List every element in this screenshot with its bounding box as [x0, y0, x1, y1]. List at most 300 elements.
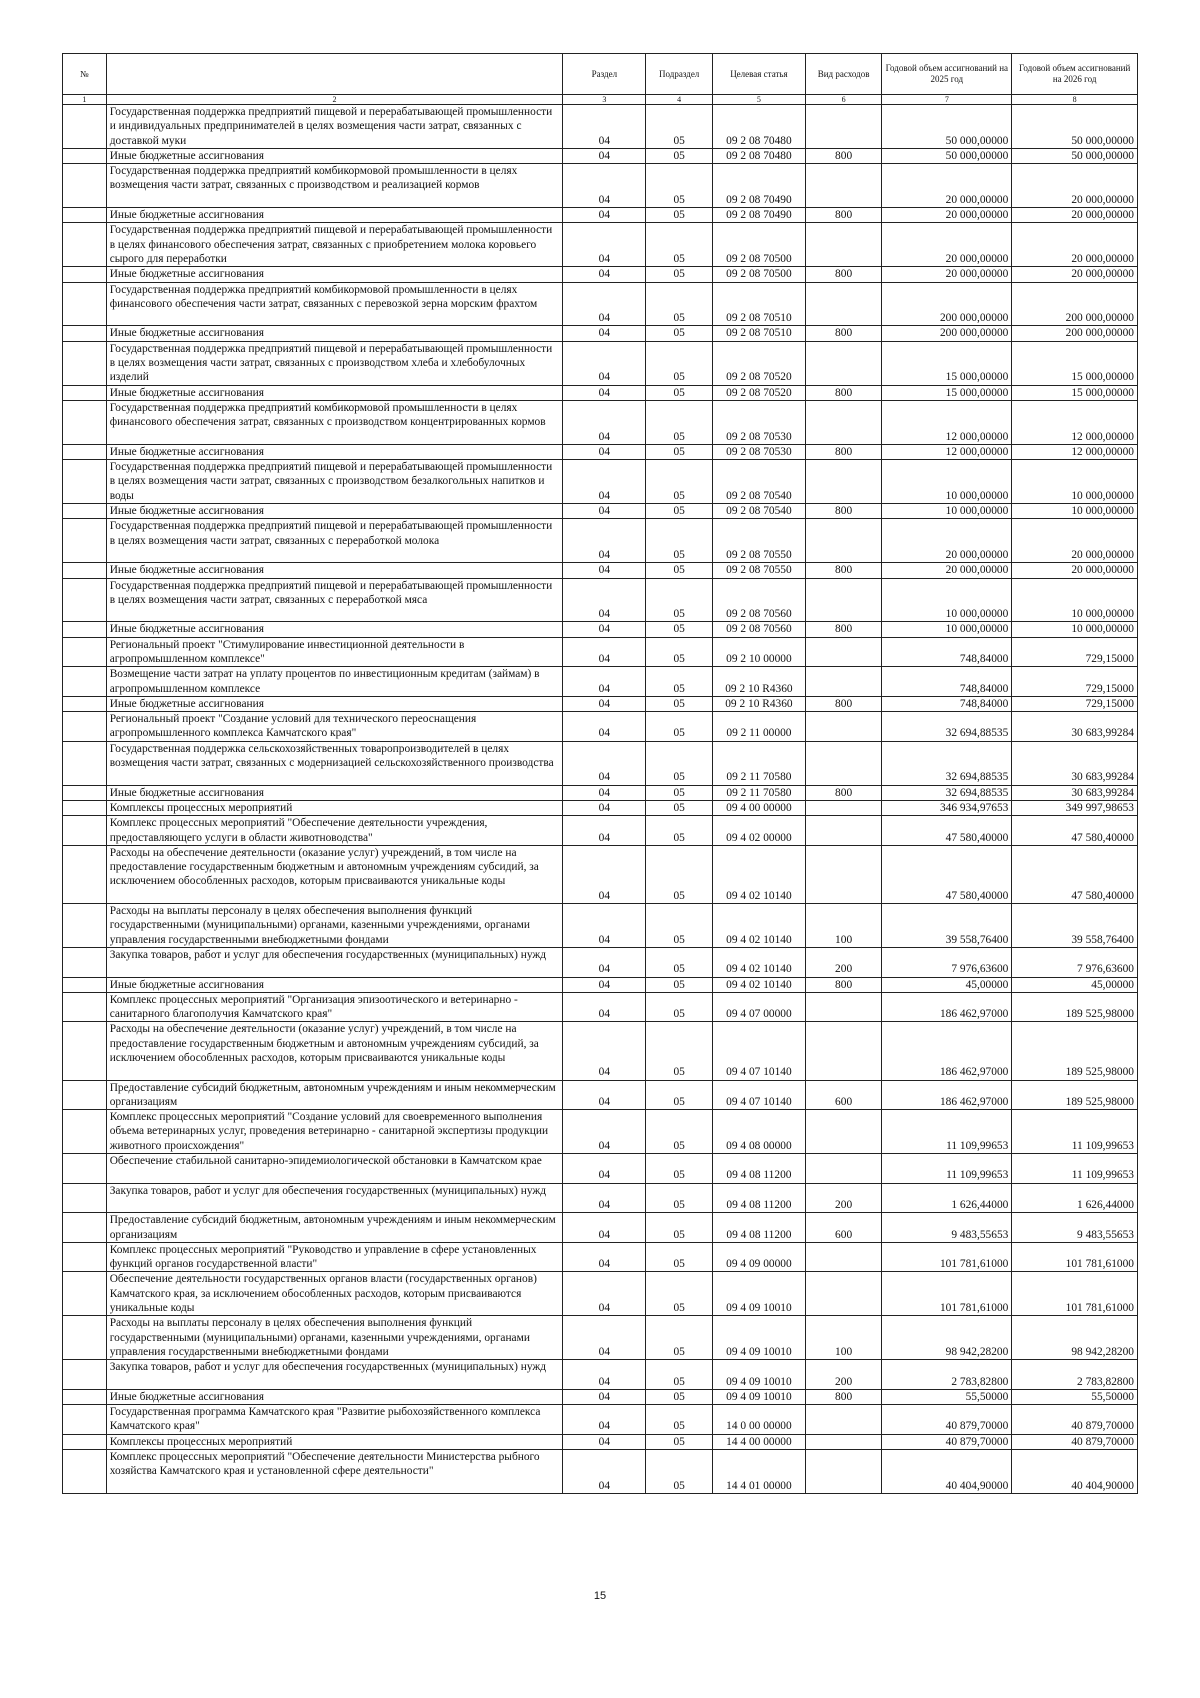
row-vid-cell: 800 — [805, 977, 881, 992]
row-name-cell: Государственная поддержка предприятий пищевой и перерабатывающей промышленности в целях возмещения части затрат, связанных с производством хлеба и хлебобулочных изделий — [106, 341, 563, 385]
column-number: 7 — [882, 95, 1012, 105]
row-num-cell — [63, 992, 107, 1022]
row-amount-2026-cell: 40 879,70000 — [1012, 1434, 1138, 1449]
row-amount-2025-cell: 40 879,70000 — [882, 1405, 1012, 1435]
row-razdel-cell: 04 — [563, 785, 646, 800]
row-razdel-cell: 04 — [563, 696, 646, 711]
row-amount-2025-cell: 101 781,61000 — [882, 1272, 1012, 1316]
row-num-cell — [63, 845, 107, 903]
row-num-cell — [63, 400, 107, 444]
table-body — [63, 105, 1138, 1494]
row-target-cell: 09 2 08 70560 — [713, 622, 806, 637]
row-vid-cell — [805, 1022, 881, 1080]
row-name-cell: Иные бюджетные ассигнования — [106, 1389, 563, 1404]
table-row — [63, 1450, 1138, 1494]
row-razdel-cell: 04 — [563, 578, 646, 622]
row-razdel-cell: 04 — [563, 1360, 646, 1390]
row-target-cell: 09 4 09 10010 — [713, 1389, 806, 1404]
row-name-cell: Иные бюджетные ассигнования — [106, 385, 563, 400]
row-target-cell: 09 2 08 70480 — [713, 105, 806, 149]
row-name-cell: Расходы на обеспечение деятельности (оказание услуг) учреждений, в том числе на предоставление государственным бюджетным и автономным учреждениям субсидий, за исключением обособленных расходов, которым присваиваются уникальные коды — [106, 1022, 563, 1080]
row-name-cell: Иные бюджетные ассигнования — [106, 696, 563, 711]
row-podrazdel-cell: 05 — [646, 341, 713, 385]
row-razdel-cell: 04 — [563, 637, 646, 667]
table-row — [63, 267, 1138, 282]
row-podrazdel-cell: 05 — [646, 148, 713, 163]
row-amount-2026-cell: 101 781,61000 — [1012, 1242, 1138, 1272]
row-amount-2025-cell: 15 000,00000 — [882, 341, 1012, 385]
table-row — [63, 947, 1138, 977]
row-podrazdel-cell: 05 — [646, 1389, 713, 1404]
row-amount-2025-cell: 101 781,61000 — [882, 1242, 1012, 1272]
row-name-cell: Закупка товаров, работ и услуг для обеспечения государственных (муниципальных) нужд — [106, 1360, 563, 1390]
row-target-cell: 09 2 10 R4360 — [713, 667, 806, 697]
row-podrazdel-cell: 05 — [646, 223, 713, 267]
row-name-cell: Расходы на обеспечение деятельности (оказание услуг) учреждений, в том числе на предоставление государственным бюджетным и автономным учреждениям субсидий, за исключением обособленных расходов, которым присваиваются уникальные коды — [106, 845, 563, 903]
row-num-cell — [63, 208, 107, 223]
row-vid-cell — [805, 845, 881, 903]
row-num-cell — [63, 667, 107, 697]
row-name-cell: Иные бюджетные ассигнования — [106, 785, 563, 800]
row-target-cell: 09 4 08 11200 — [713, 1154, 806, 1184]
row-podrazdel-cell: 05 — [646, 800, 713, 815]
row-amount-2025-cell: 748,84000 — [882, 667, 1012, 697]
table-row — [63, 1110, 1138, 1154]
row-razdel-cell: 04 — [563, 223, 646, 267]
row-razdel-cell: 04 — [563, 385, 646, 400]
row-razdel-cell: 04 — [563, 563, 646, 578]
row-amount-2025-cell: 20 000,00000 — [882, 519, 1012, 563]
row-amount-2025-cell: 10 000,00000 — [882, 622, 1012, 637]
row-amount-2026-cell: 30 683,99284 — [1012, 741, 1138, 785]
table-row — [63, 904, 1138, 948]
row-num-cell — [63, 1110, 107, 1154]
row-name-cell: Иные бюджетные ассигнования — [106, 977, 563, 992]
row-podrazdel-cell: 05 — [646, 1434, 713, 1449]
row-amount-2026-cell: 15 000,00000 — [1012, 341, 1138, 385]
row-amount-2026-cell: 39 558,76400 — [1012, 904, 1138, 948]
row-target-cell: 09 4 09 00000 — [713, 1242, 806, 1272]
row-amount-2025-cell: 32 694,88535 — [882, 741, 1012, 785]
row-amount-2025-cell: 10 000,00000 — [882, 504, 1012, 519]
row-target-cell: 09 2 08 70520 — [713, 341, 806, 385]
row-target-cell: 09 4 09 10010 — [713, 1316, 806, 1360]
row-razdel-cell: 04 — [563, 816, 646, 846]
row-target-cell: 09 2 08 70480 — [713, 148, 806, 163]
row-num-cell — [63, 1360, 107, 1390]
row-razdel-cell: 04 — [563, 400, 646, 444]
row-amount-2026-cell: 11 109,99653 — [1012, 1154, 1138, 1184]
header-vid: Вид расходов — [805, 54, 881, 95]
row-name-cell: Государственная поддержка предприятий пищевой и перерабатывающей промышленности и индивидуальных предпринимателей в целях возмещения части затрат, связанных с доставкой муки — [106, 105, 563, 149]
row-num-cell — [63, 904, 107, 948]
table-row — [63, 326, 1138, 341]
row-podrazdel-cell: 05 — [646, 1450, 713, 1494]
row-num-cell — [63, 105, 107, 149]
table-row — [63, 1242, 1138, 1272]
row-num-cell — [63, 1316, 107, 1360]
row-name-cell: Иные бюджетные ассигнования — [106, 563, 563, 578]
row-num-cell — [63, 712, 107, 742]
row-target-cell: 09 4 02 10140 — [713, 904, 806, 948]
table-row — [63, 400, 1138, 444]
table-row — [63, 1022, 1138, 1080]
row-vid-cell — [805, 164, 881, 208]
row-podrazdel-cell: 05 — [646, 1405, 713, 1435]
row-podrazdel-cell: 05 — [646, 282, 713, 326]
row-num-cell — [63, 800, 107, 815]
row-amount-2026-cell: 2 783,82800 — [1012, 1360, 1138, 1390]
row-vid-cell: 100 — [805, 904, 881, 948]
row-num-cell — [63, 341, 107, 385]
row-num-cell — [63, 385, 107, 400]
row-amount-2026-cell: 50 000,00000 — [1012, 105, 1138, 149]
row-vid-cell: 800 — [805, 785, 881, 800]
row-num-cell — [63, 1272, 107, 1316]
row-podrazdel-cell: 05 — [646, 1110, 713, 1154]
row-podrazdel-cell: 05 — [646, 816, 713, 846]
row-target-cell: 09 2 08 70490 — [713, 164, 806, 208]
row-razdel-cell: 04 — [563, 1213, 646, 1243]
table-row — [63, 1360, 1138, 1390]
row-target-cell: 09 2 11 70580 — [713, 785, 806, 800]
table-row — [63, 1272, 1138, 1316]
row-target-cell: 09 2 08 70560 — [713, 578, 806, 622]
row-name-cell: Государственная поддержка сельскохозяйственных товаропроизводителей в целях возмещения части затрат, связанных с модернизацией сельскохозяйственного производства — [106, 741, 563, 785]
row-razdel-cell: 04 — [563, 326, 646, 341]
row-num-cell — [63, 578, 107, 622]
row-podrazdel-cell: 05 — [646, 741, 713, 785]
row-amount-2026-cell: 20 000,00000 — [1012, 208, 1138, 223]
row-razdel-cell: 04 — [563, 977, 646, 992]
row-podrazdel-cell: 05 — [646, 400, 713, 444]
row-vid-cell — [805, 1154, 881, 1184]
row-razdel-cell: 04 — [563, 164, 646, 208]
row-amount-2026-cell: 12 000,00000 — [1012, 400, 1138, 444]
row-vid-cell: 800 — [805, 696, 881, 711]
row-target-cell: 09 2 08 70550 — [713, 519, 806, 563]
row-podrazdel-cell: 05 — [646, 712, 713, 742]
row-target-cell: 14 0 00 00000 — [713, 1405, 806, 1435]
header-row — [63, 54, 1138, 95]
row-num-cell — [63, 1405, 107, 1435]
row-podrazdel-cell: 05 — [646, 267, 713, 282]
row-target-cell: 09 4 02 10140 — [713, 977, 806, 992]
row-podrazdel-cell: 05 — [646, 1360, 713, 1390]
row-amount-2025-cell: 20 000,00000 — [882, 563, 1012, 578]
row-amount-2025-cell: 10 000,00000 — [882, 460, 1012, 504]
row-vid-cell: 800 — [805, 385, 881, 400]
row-vid-cell: 100 — [805, 1316, 881, 1360]
row-vid-cell: 600 — [805, 1080, 881, 1110]
row-amount-2025-cell: 32 694,88535 — [882, 785, 1012, 800]
row-amount-2026-cell: 20 000,00000 — [1012, 223, 1138, 267]
row-amount-2026-cell: 47 580,40000 — [1012, 845, 1138, 903]
row-num-cell — [63, 1154, 107, 1184]
row-amount-2026-cell: 20 000,00000 — [1012, 519, 1138, 563]
row-name-cell: Расходы на выплаты персоналу в целях обеспечения выполнения функций государственными (муниципальными) органами, казенными учреждениями, органами управления государственными внебюджетными фондами — [106, 1316, 563, 1360]
row-razdel-cell: 04 — [563, 622, 646, 637]
row-vid-cell — [805, 400, 881, 444]
row-vid-cell: 800 — [805, 267, 881, 282]
row-vid-cell: 800 — [805, 208, 881, 223]
row-target-cell: 09 4 02 10140 — [713, 947, 806, 977]
table-row — [63, 164, 1138, 208]
row-vid-cell — [805, 223, 881, 267]
row-vid-cell: 200 — [805, 1360, 881, 1390]
column-number: 8 — [1012, 95, 1138, 105]
row-amount-2026-cell: 189 525,98000 — [1012, 992, 1138, 1022]
row-num-cell — [63, 696, 107, 711]
row-podrazdel-cell: 05 — [646, 105, 713, 149]
row-name-cell: Иные бюджетные ассигнования — [106, 504, 563, 519]
column-number: 4 — [646, 95, 713, 105]
row-razdel-cell: 04 — [563, 1389, 646, 1404]
row-vid-cell — [805, 519, 881, 563]
row-num-cell — [63, 1242, 107, 1272]
row-vid-cell — [805, 667, 881, 697]
row-amount-2026-cell: 45,00000 — [1012, 977, 1138, 992]
row-vid-cell — [805, 1110, 881, 1154]
header-target: Целевая статья — [713, 54, 806, 95]
row-amount-2025-cell: 15 000,00000 — [882, 385, 1012, 400]
row-razdel-cell: 04 — [563, 1022, 646, 1080]
row-vid-cell: 200 — [805, 947, 881, 977]
table-row — [63, 563, 1138, 578]
row-amount-2026-cell: 1 626,44000 — [1012, 1183, 1138, 1213]
row-razdel-cell: 04 — [563, 845, 646, 903]
row-target-cell: 09 4 09 10010 — [713, 1360, 806, 1390]
row-name-cell: Комплекс процессных мероприятий "Создание условий для своевременного выполнения объема ветеринарных услуг, проведения ветеринарно - санитарной экспертизы продукции животного происхождения" — [106, 1110, 563, 1154]
row-amount-2025-cell: 47 580,40000 — [882, 845, 1012, 903]
row-amount-2026-cell: 101 781,61000 — [1012, 1272, 1138, 1316]
row-podrazdel-cell: 05 — [646, 845, 713, 903]
row-razdel-cell: 04 — [563, 519, 646, 563]
column-number: 6 — [805, 95, 881, 105]
row-target-cell: 09 4 07 10140 — [713, 1022, 806, 1080]
row-razdel-cell: 04 — [563, 1434, 646, 1449]
row-name-cell: Комплекс процессных мероприятий "Обеспечение деятельности Министерства рыбного хозяйства Камчатского края и установленной сфере деятельности" — [106, 1450, 563, 1494]
row-razdel-cell: 04 — [563, 741, 646, 785]
row-num-cell — [63, 1022, 107, 1080]
row-amount-2025-cell: 346 934,97653 — [882, 800, 1012, 815]
row-name-cell: Иные бюджетные ассигнования — [106, 622, 563, 637]
row-razdel-cell: 04 — [563, 444, 646, 459]
row-podrazdel-cell: 05 — [646, 385, 713, 400]
row-amount-2025-cell: 748,84000 — [882, 696, 1012, 711]
row-amount-2025-cell: 11 109,99653 — [882, 1154, 1012, 1184]
row-name-cell: Предоставление субсидий бюджетным, автономным учреждениям и иным некоммерческим организациям — [106, 1213, 563, 1243]
row-amount-2026-cell: 50 000,00000 — [1012, 148, 1138, 163]
row-target-cell: 09 4 00 00000 — [713, 800, 806, 815]
row-target-cell: 09 2 08 70520 — [713, 385, 806, 400]
row-name-cell: Комплексы процессных мероприятий — [106, 1434, 563, 1449]
row-podrazdel-cell: 05 — [646, 696, 713, 711]
table-row — [63, 208, 1138, 223]
row-target-cell: 09 2 10 00000 — [713, 637, 806, 667]
row-vid-cell — [805, 105, 881, 149]
row-num-cell — [63, 444, 107, 459]
row-num-cell — [63, 504, 107, 519]
row-target-cell: 09 2 10 R4360 — [713, 696, 806, 711]
row-num-cell — [63, 223, 107, 267]
row-razdel-cell: 04 — [563, 1080, 646, 1110]
table-row — [63, 816, 1138, 846]
row-razdel-cell: 04 — [563, 1316, 646, 1360]
column-number: 1 — [63, 95, 107, 105]
row-podrazdel-cell: 05 — [646, 904, 713, 948]
table-row — [63, 667, 1138, 697]
row-amount-2025-cell: 40 879,70000 — [882, 1434, 1012, 1449]
row-name-cell: Государственная поддержка предприятий комбикормовой промышленности в целях финансового обеспечения части затрат, связанных с перевозкой зерна морским фрахтом — [106, 282, 563, 326]
row-podrazdel-cell: 05 — [646, 785, 713, 800]
row-num-cell — [63, 1450, 107, 1494]
row-vid-cell — [805, 282, 881, 326]
row-vid-cell — [805, 741, 881, 785]
table-row — [63, 1183, 1138, 1213]
table-row — [63, 696, 1138, 711]
row-razdel-cell: 04 — [563, 148, 646, 163]
row-podrazdel-cell: 05 — [646, 208, 713, 223]
row-podrazdel-cell: 05 — [646, 326, 713, 341]
row-num-cell — [63, 816, 107, 846]
row-amount-2026-cell: 200 000,00000 — [1012, 326, 1138, 341]
row-vid-cell: 800 — [805, 563, 881, 578]
row-target-cell: 09 2 11 70580 — [713, 741, 806, 785]
row-num-cell — [63, 563, 107, 578]
row-amount-2026-cell: 47 580,40000 — [1012, 816, 1138, 846]
row-num-cell — [63, 1213, 107, 1243]
row-razdel-cell: 04 — [563, 208, 646, 223]
row-amount-2026-cell: 9 483,55653 — [1012, 1213, 1138, 1243]
row-name-cell: Расходы на выплаты персоналу в целях обеспечения выполнения функций государственными (муниципальными) органами, казенными учреждениями, органами управления государственными внебюджетными фондами — [106, 904, 563, 948]
row-amount-2025-cell: 748,84000 — [882, 637, 1012, 667]
table-row — [63, 504, 1138, 519]
row-razdel-cell: 04 — [563, 1154, 646, 1184]
row-vid-cell — [805, 341, 881, 385]
table-row — [63, 223, 1138, 267]
row-podrazdel-cell: 05 — [646, 667, 713, 697]
row-name-cell: Региональный проект "Стимулирование инвестиционной деятельности в агропромышленном комплексе" — [106, 637, 563, 667]
row-amount-2026-cell: 729,15000 — [1012, 696, 1138, 711]
row-amount-2026-cell: 729,15000 — [1012, 637, 1138, 667]
row-target-cell: 09 2 08 70550 — [713, 563, 806, 578]
row-amount-2026-cell: 20 000,00000 — [1012, 563, 1138, 578]
table-row — [63, 637, 1138, 667]
row-name-cell: Комплекс процессных мероприятий "Обеспечение деятельности учреждения, предоставляющего услуги в области животноводства" — [106, 816, 563, 846]
row-target-cell: 09 2 11 00000 — [713, 712, 806, 742]
table-row — [63, 845, 1138, 903]
row-amount-2025-cell: 39 558,76400 — [882, 904, 1012, 948]
row-vid-cell — [805, 1405, 881, 1435]
row-name-cell: Региональный проект "Создание условий для технического переоснащения агропромышленного комплекса Камчатского края" — [106, 712, 563, 742]
row-razdel-cell: 04 — [563, 1242, 646, 1272]
row-podrazdel-cell: 05 — [646, 164, 713, 208]
row-vid-cell: 200 — [805, 1183, 881, 1213]
row-podrazdel-cell: 05 — [646, 637, 713, 667]
column-number: 2 — [106, 95, 563, 105]
budget-sheet — [62, 53, 1138, 1494]
row-num-cell — [63, 1389, 107, 1404]
row-podrazdel-cell: 05 — [646, 519, 713, 563]
row-amount-2025-cell: 2 783,82800 — [882, 1360, 1012, 1390]
row-vid-cell — [805, 816, 881, 846]
row-amount-2026-cell: 11 109,99653 — [1012, 1110, 1138, 1154]
row-amount-2026-cell: 12 000,00000 — [1012, 444, 1138, 459]
row-amount-2025-cell: 20 000,00000 — [882, 208, 1012, 223]
row-vid-cell — [805, 712, 881, 742]
row-amount-2025-cell: 98 942,28200 — [882, 1316, 1012, 1360]
row-vid-cell — [805, 1272, 881, 1316]
column-number: 5 — [713, 95, 806, 105]
row-razdel-cell: 04 — [563, 800, 646, 815]
row-amount-2026-cell: 30 683,99284 — [1012, 712, 1138, 742]
row-target-cell: 09 4 08 11200 — [713, 1213, 806, 1243]
row-vid-cell — [805, 637, 881, 667]
row-num-cell — [63, 267, 107, 282]
row-amount-2025-cell: 50 000,00000 — [882, 148, 1012, 163]
row-podrazdel-cell: 05 — [646, 1316, 713, 1360]
row-num-cell — [63, 622, 107, 637]
row-num-cell — [63, 1080, 107, 1110]
row-name-cell: Закупка товаров, работ и услуг для обеспечения государственных (муниципальных) нужд — [106, 947, 563, 977]
row-podrazdel-cell: 05 — [646, 1183, 713, 1213]
row-target-cell: 09 2 08 70490 — [713, 208, 806, 223]
row-num-cell — [63, 947, 107, 977]
row-razdel-cell: 04 — [563, 1183, 646, 1213]
row-num-cell — [63, 1183, 107, 1213]
row-razdel-cell: 04 — [563, 1405, 646, 1435]
table-row — [63, 1434, 1138, 1449]
table-row — [63, 1080, 1138, 1110]
row-vid-cell — [805, 1242, 881, 1272]
table-row — [63, 1405, 1138, 1435]
row-target-cell: 09 2 08 70540 — [713, 504, 806, 519]
row-podrazdel-cell: 05 — [646, 1154, 713, 1184]
row-amount-2026-cell: 10 000,00000 — [1012, 460, 1138, 504]
row-amount-2025-cell: 20 000,00000 — [882, 223, 1012, 267]
row-target-cell: 09 2 08 70510 — [713, 326, 806, 341]
row-razdel-cell: 04 — [563, 1110, 646, 1154]
row-amount-2026-cell: 20 000,00000 — [1012, 164, 1138, 208]
table-row — [63, 444, 1138, 459]
row-amount-2025-cell: 12 000,00000 — [882, 400, 1012, 444]
row-vid-cell — [805, 460, 881, 504]
row-razdel-cell: 04 — [563, 1272, 646, 1316]
row-amount-2026-cell: 349 997,98653 — [1012, 800, 1138, 815]
row-name-cell: Государственная поддержка предприятий пищевой и перерабатывающей промышленности в целях возмещения части затрат, связанных с переработкой мяса — [106, 578, 563, 622]
budget-table — [62, 53, 1138, 1494]
row-num-cell — [63, 326, 107, 341]
row-name-cell: Обеспечение стабильной санитарно-эпидемиологической обстановки в Камчатском крае — [106, 1154, 563, 1184]
row-podrazdel-cell: 05 — [646, 1242, 713, 1272]
row-razdel-cell: 04 — [563, 282, 646, 326]
row-amount-2026-cell: 189 525,98000 — [1012, 1080, 1138, 1110]
row-razdel-cell: 04 — [563, 504, 646, 519]
table-row — [63, 460, 1138, 504]
page-number: 15 — [593, 1590, 607, 1602]
row-name-cell: Комплекс процессных мероприятий "Руководство и управление в сфере установленных функций органов государственной власти" — [106, 1242, 563, 1272]
table-row — [63, 622, 1138, 637]
row-target-cell: 09 4 08 11200 — [713, 1183, 806, 1213]
row-podrazdel-cell: 05 — [646, 460, 713, 504]
row-amount-2026-cell: 40 404,90000 — [1012, 1450, 1138, 1494]
row-target-cell: 14 4 01 00000 — [713, 1450, 806, 1494]
row-vid-cell — [805, 578, 881, 622]
table-row — [63, 341, 1138, 385]
row-podrazdel-cell: 05 — [646, 578, 713, 622]
row-num-cell — [63, 148, 107, 163]
